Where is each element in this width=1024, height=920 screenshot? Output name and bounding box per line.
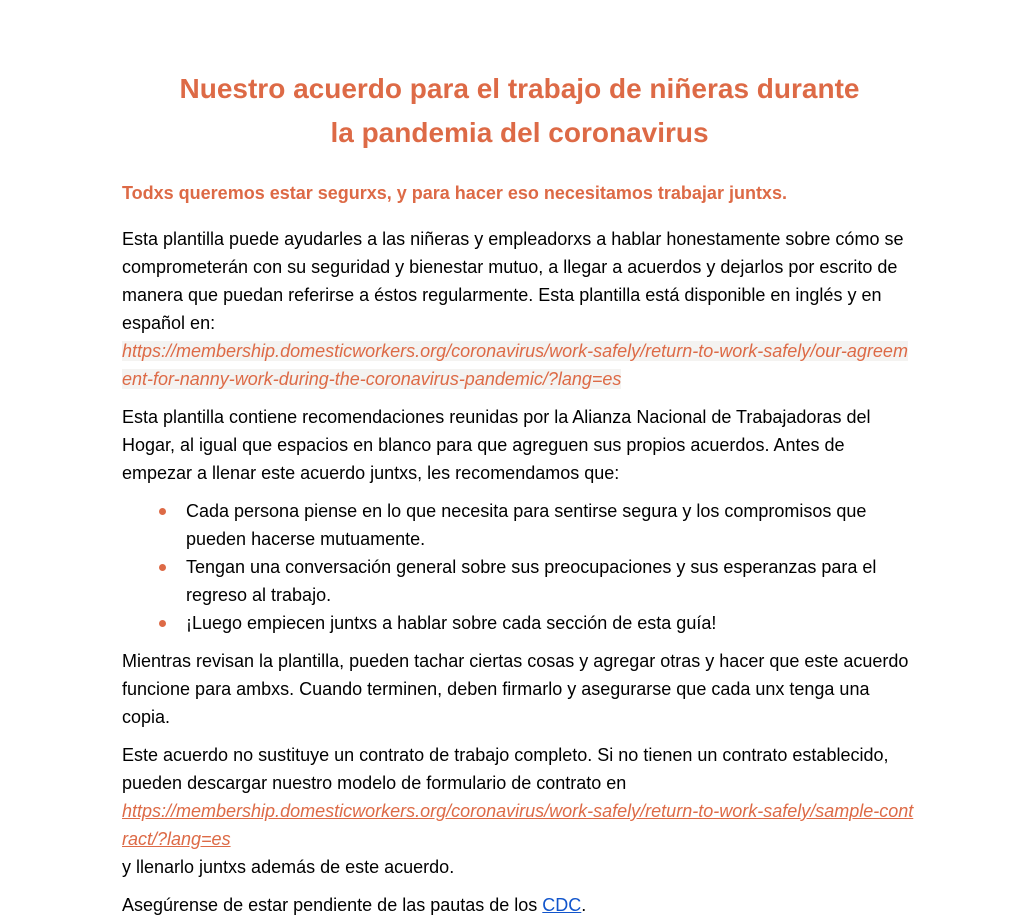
agreement-template-link[interactable]: https://membership.domesticworkers.org/coronavirus/work-safely/return-to-work-safely/our-agreement-for-nanny-work-during-the-coronavirus-pandemic/?lang=es [122, 341, 908, 389]
template-paragraph: Esta plantilla contiene recomendaciones reunidas por la Alianza Nacional de Trabajadoras del Hogar, al igual que espacios en blanco para que agreguen sus propios acuerdos. Antes de empezar a llenar este acuerdo juntxs, les recomendamos que: [122, 407, 871, 483]
contract-after-text: y llenarlo juntxs además de este acuerdo. [122, 857, 455, 877]
contract-text: Este acuerdo no sustituye un contrato de trabajo completo. Si no tienen un contrato establecido, pueden descargar nuestro modelo de formulario de contrato en [122, 745, 889, 793]
document-page [122, 0, 917, 919]
document-title-line2: la pandemia del coronavirus [330, 117, 709, 148]
intro-paragraph [122, 225, 917, 393]
list-item-text: Tengan una conversación general sobre sus preocupaciones y sus esperanzas para el regreso al trabajo. [186, 557, 877, 605]
list-item [122, 553, 917, 609]
cdc-paragraph [122, 891, 917, 919]
list-item-text: ¡Luego empiecen juntxs a hablar sobre cada sección de esta guía! [186, 613, 717, 633]
bullet-icon [159, 508, 166, 515]
contract-paragraph [122, 741, 917, 881]
list-item-text: Cada persona piense en lo que necesita para sentirse segura y los compromisos que pueden hacerse mutuamente. [186, 501, 867, 549]
intro-text: Esta plantilla puede ayudarles a las niñeras y empleadorxs a hablar honestamente sobre cómo se comprometerán con su seguridad y bienestar mutuo, a llegar a acuerdos y dejarlos por escrito de manera que puedan referirse a éstos regularmente. Esta plantilla está disponible en inglés y en español en: [122, 229, 904, 333]
list-item [122, 609, 917, 637]
review-paragraph: Mientras revisan la plantilla, pueden tachar ciertas cosas y agregar otras y hacer que este acuerdo funcione para ambxs. Cuando terminen, deben firmarlo y asegurarse que cada unx tenga una copia. [122, 651, 909, 727]
list-item [122, 497, 917, 553]
document-title-line1: Nuestro acuerdo para el trabajo de niñeras durante [179, 73, 860, 104]
document-title [122, 67, 917, 155]
bullet-icon [159, 564, 166, 571]
bullet-icon [159, 620, 166, 627]
subtitle: Todxs queremos estar segurxs, y para hacer eso necesitamos trabajar juntxs. [122, 183, 787, 203]
cdc-after-text: . [581, 895, 587, 915]
cdc-before-text: Asegúrense de estar pendiente de las pautas de los [122, 895, 543, 915]
recommendations-list [122, 497, 917, 637]
cdc-link[interactable]: CDC [542, 895, 582, 915]
sample-contract-link[interactable]: https://membership.domesticworkers.org/coronavirus/work-safely/return-to-work-safely/sample-contract/?lang=es [122, 801, 914, 849]
